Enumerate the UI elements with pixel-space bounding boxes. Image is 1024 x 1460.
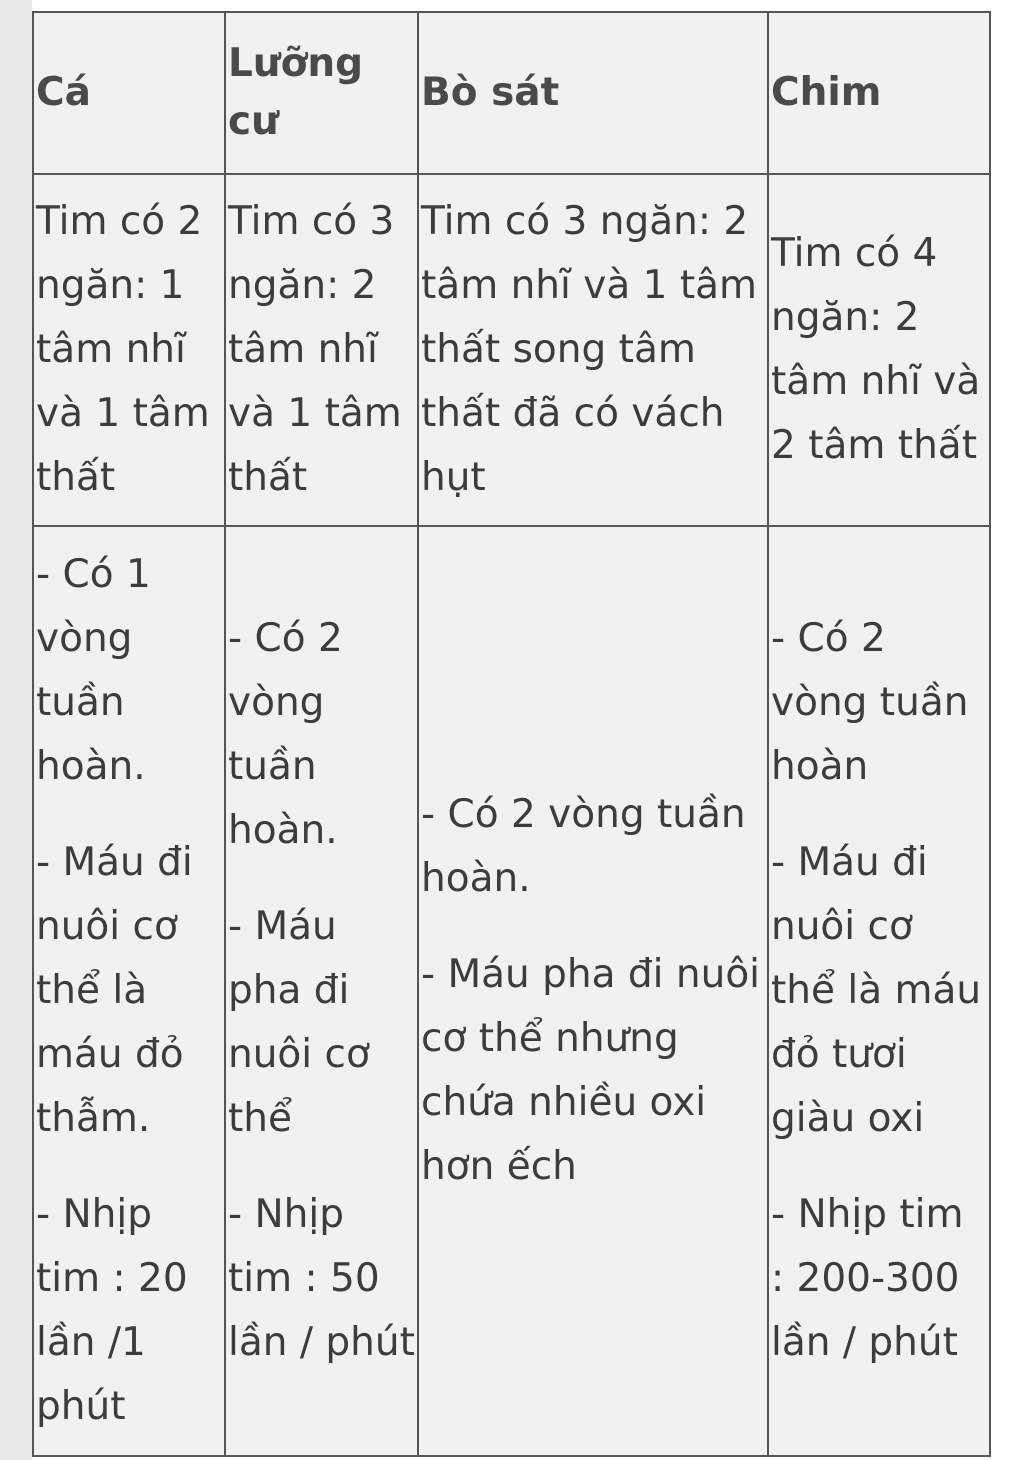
cell-paragraph: - Có 2 vòng tuần hoàn.: [421, 792, 746, 901]
comparison-table: [32, 11, 991, 1457]
heart-cell-bo-sat: Tim có 3 ngăn: 2 tâm nhĩ và 1 tâm thất song tâm thất đã có vách hụt: [418, 174, 768, 526]
heart-cell-ca: Tim có 2 ngăn: 1 tâm nhĩ và 1 tâm thất: [33, 174, 225, 526]
page-margin-left: [0, 0, 32, 1460]
header-bo-sat: Bò sát: [418, 12, 768, 174]
header-row: [33, 12, 990, 174]
circulation-cell-chim: [768, 526, 990, 1456]
circulation-cell-luong-cu: [225, 526, 418, 1456]
circulation-cell-bo-sat: [418, 526, 768, 1456]
cell-paragraph: - Có 1 vòng tuần hoàn.: [36, 552, 151, 789]
cell-paragraph: - Nhịp tim : 20 lần /1 phút: [36, 1192, 188, 1429]
cell-paragraph: - Nhịp tim : 50 lần / phút: [228, 1192, 415, 1365]
heart-cell-luong-cu: Tim có 3 ngăn: 2 tâm nhĩ và 1 tâm thất: [225, 174, 418, 526]
circulation-cell-ca: [33, 526, 225, 1456]
cell-paragraph: - Máu đi nuôi cơ thể là máu đỏ tươi giàu oxi: [771, 840, 982, 1141]
cell-paragraph: - Máu pha đi nuôi cơ thể nhưng chứa nhiều oxi hơn ếch: [421, 952, 761, 1189]
header-luong-cu: Lưỡng cư: [225, 12, 418, 174]
cell-paragraph: - Có 2 vòng tuần hoàn: [771, 616, 969, 789]
header-chim: Chim: [768, 12, 990, 174]
cell-paragraph: - Nhịp tim : 200-300 lần / phút: [771, 1192, 964, 1365]
cell-paragraph: - Máu đi nuôi cơ thể là máu đỏ thẫm.: [36, 840, 193, 1141]
heart-cell-chim: Tim có 4 ngăn: 2 tâm nhĩ và 2 tâm thất: [768, 174, 990, 526]
table-row: [33, 174, 990, 526]
cell-paragraph: - Có 2 vòng tuần hoàn.: [228, 616, 343, 853]
table-row: [33, 526, 990, 1456]
cell-paragraph: - Máu pha đi nuôi cơ thể: [228, 904, 370, 1141]
header-ca: Cá: [33, 12, 225, 174]
page-margin-right: [989, 0, 1024, 1460]
